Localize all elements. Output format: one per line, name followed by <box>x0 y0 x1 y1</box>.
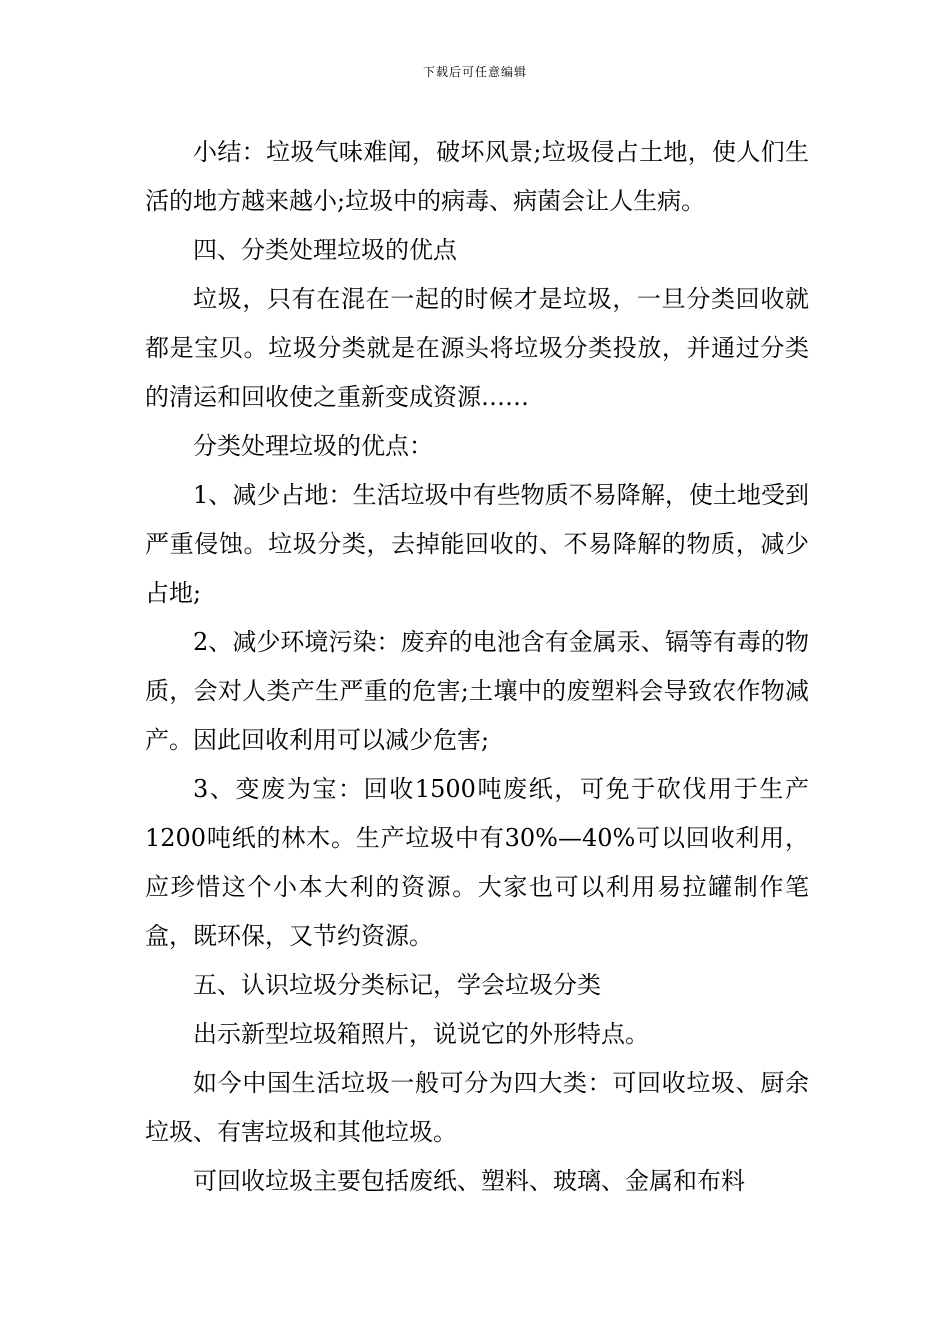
paragraph-recyclable: 可回收垃圾主要包括废纸、塑料、玻璃、金属和布料 <box>193 1167 745 1195</box>
paragraph-advantage-3: 3、变废为宝：回收1500吨废纸，可免于砍伐用于生产1200吨纸的林木。生产垃圾中有30%—40%可以回收利用，应珍惜这个小本大利的资源。大家也可以利用易拉罐制作笔盒，既环保，又节约资源。 <box>145 775 809 950</box>
paragraph-advantage-2: 2、减少环境污染：废弃的电池含有金属汞、镉等有毒的物质，会对人类产生严重的危害;土壤中的废塑料会导致农作物减产。因此回收利用可以减少危害; <box>145 628 809 754</box>
paragraph-advantage-1: 1、减少占地：生活垃圾中有些物质不易降解，使土地受到严重侵蚀。垃圾分类，去掉能回收的、不易降解的物质，减少占地; <box>145 481 809 607</box>
heading-section-four: 四、分类处理垃圾的优点 <box>193 236 457 264</box>
paragraph-four-categories: 如今中国生活垃圾一般可分为四大类：可回收垃圾、厨余垃圾、有害垃圾和其他垃圾。 <box>145 1069 809 1146</box>
page-header: 下载后可任意编辑 <box>422 65 527 79</box>
document-body <box>145 128 809 1206</box>
heading-section-five: 五、认识垃圾分类标记，学会垃圾分类 <box>193 971 601 999</box>
paragraph-summary: 小结：垃圾气味难闻，破坏风景;垃圾侵占土地，使人们生活的地方越来越小;垃圾中的病毒、病菌会让人生病。 <box>145 138 809 215</box>
paragraph-intro: 垃圾，只有在混在一起的时候才是垃圾，一旦分类回收就都是宝贝。垃圾分类就是在源头将垃圾分类投放，并通过分类的清运和回收使之重新变成资源…… <box>145 285 809 411</box>
paragraph-advantages-title: 分类处理垃圾的优点： <box>193 432 433 460</box>
paragraph-show-photo: 出示新型垃圾箱照片，说说它的外形特点。 <box>193 1020 649 1048</box>
